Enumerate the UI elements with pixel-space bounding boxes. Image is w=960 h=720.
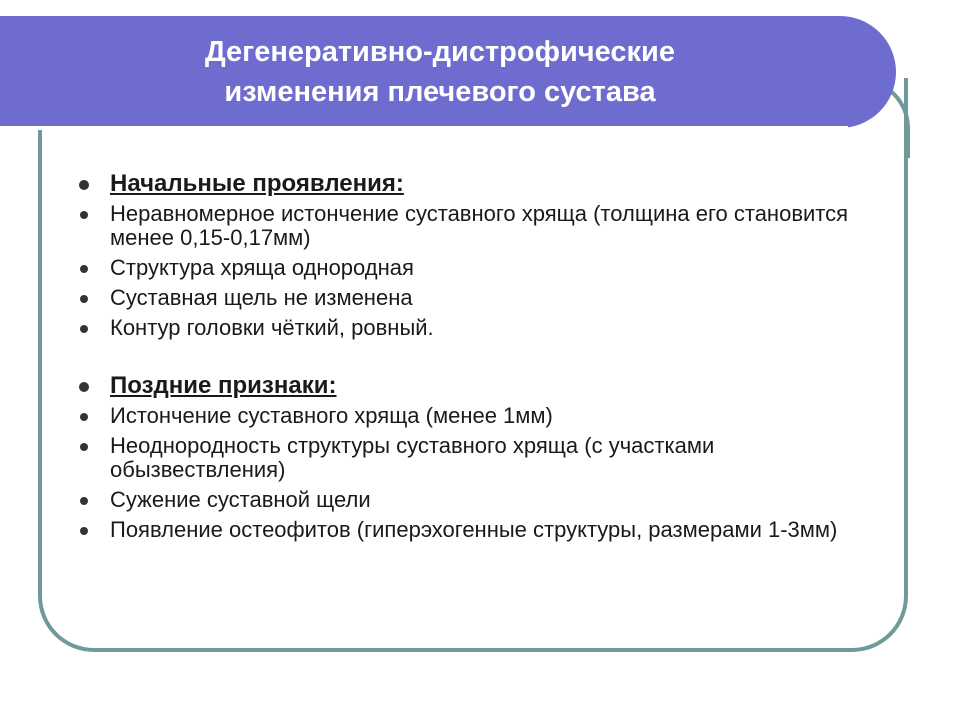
title-line-1: Дегенеративно-дистрофические bbox=[205, 36, 675, 68]
bullet-icon bbox=[80, 295, 88, 303]
list-item: Истончение суставного хряща (менее 1мм) bbox=[72, 404, 872, 428]
bullet-icon bbox=[80, 527, 88, 535]
list-item: Появление остеофитов (гиперэхогенные структуры, размерами 1-3мм) bbox=[72, 518, 872, 542]
list-item: Неоднородность структуры суставного хряща (с участками обызвествления) bbox=[72, 434, 872, 482]
bullet-icon bbox=[80, 265, 88, 273]
list-item: Сужение суставной щели bbox=[72, 488, 872, 512]
list-item: Суставная щель не изменена bbox=[72, 286, 872, 310]
bullet-icon bbox=[79, 180, 89, 190]
bullet-icon bbox=[80, 413, 88, 421]
list-item: Неравномерное истончение суставного хряща (толщина его становится менее 0,15-0,17мм) bbox=[72, 202, 872, 250]
slide-title bbox=[0, 32, 880, 112]
list-item: Структура хряща однородная bbox=[72, 256, 872, 280]
slide-content bbox=[72, 170, 872, 548]
section-gap bbox=[72, 346, 872, 372]
bullet-icon bbox=[79, 382, 89, 392]
section-heading-initial: Начальные проявления: bbox=[72, 170, 872, 198]
title-underline bbox=[0, 126, 848, 130]
bullet-icon bbox=[80, 325, 88, 333]
bullet-icon bbox=[80, 497, 88, 505]
title-line-2: изменения плечевого сустава bbox=[224, 76, 656, 108]
bullet-icon bbox=[80, 211, 88, 219]
list-item: Контур головки чёткий, ровный. bbox=[72, 316, 872, 340]
section-heading-late: Поздние признаки: bbox=[72, 372, 872, 400]
bullet-icon bbox=[80, 443, 88, 451]
